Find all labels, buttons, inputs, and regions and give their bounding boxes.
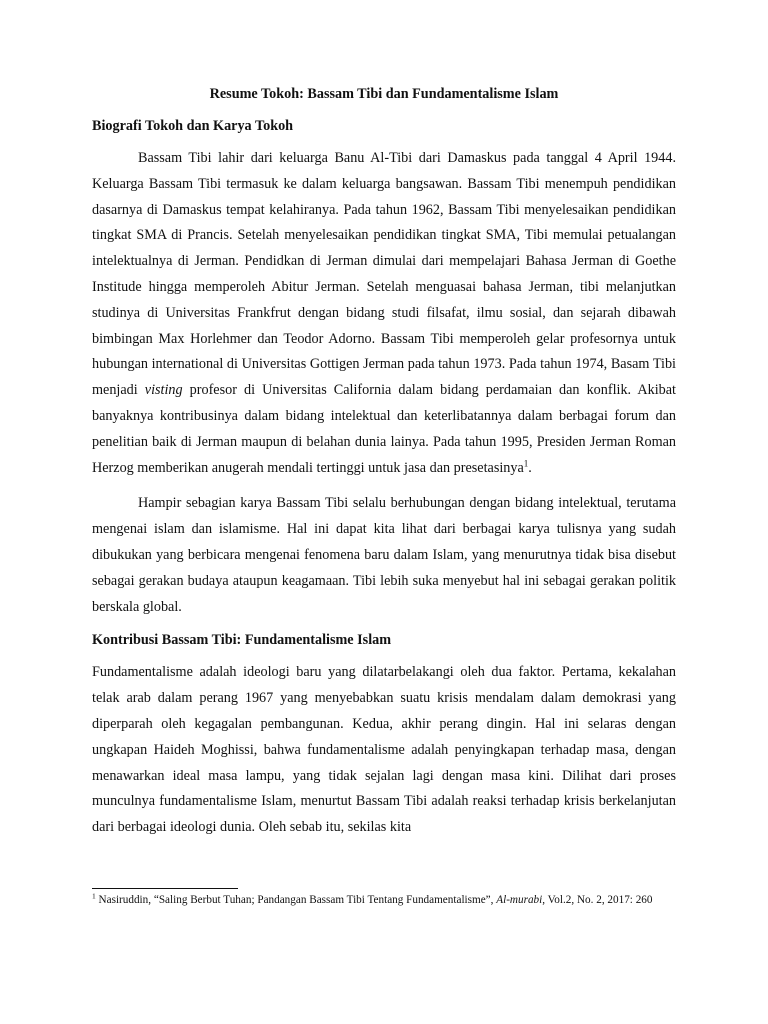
biography-italic-word: visting <box>144 382 183 399</box>
biography-text-part1: Bassam Tibi lahir dari keluarga Banu Al-Tibi dari Damaskus pada tanggal 4 April 1944. Keluarga Bassam Tibi termasuk ke dalam keluarga bangsawan. Bassam Tibi menempuh pendidikan dasarnya di Damaskus tempat kelahiranya. Pada tahun 1962, Bassam Tibi menyelesaikan pendidikan tingkat SMA di Prancis. Setelah menyelesaikan pendidikan tingkat SMA, Tibi memulai petualangan intelektualnya di Jerman. Pendidkan di Jerman dimulai dari mempelajari Bahasa Jerman di Goethe Institude hingga memperoleh Abitur Jerman. Setelah menguasai bahasa Jerman, tibi melanjutkan studinya di Universitas Frankfrut dengan bidang studi filsafat, ilmu sosial, dan sejarah dibawah bimbingan Max Horlehmer dan Teodor Adorno. Bassam Tibi memperoleh gelar profesornya untuk hubungan international di Universitas Gottigen Jerman pada tahun 1973. Pada tahun 1974, Basam Tibi menjadi <box>92 150 676 399</box>
document-page <box>92 84 676 851</box>
footnote-reference[interactable]: 1 <box>523 457 529 468</box>
footnote-journal-title: Al-murabi <box>496 894 543 906</box>
footnote-number: 1 <box>92 891 96 901</box>
biography-paragraph <box>92 146 676 481</box>
footnote <box>92 892 676 908</box>
biography-text-end: . <box>528 459 532 476</box>
fundamentalism-paragraph: Fundamentalisme adalah ideologi baru yang dilatarbelakangi oleh dua faktor. Pertama, kekalahan telak arab dalam perang 1967 yang menyebabkan suatu krisis mendalam dalam demokrasi yang diperparah oleh kegagalan pembangunan. Kedua, akhir perang dingin. Hal ini selaras dengan ungkapan Haideh Moghissi, bahwa fundamentalisme adalah penyingkapan terhadap masa, dengan menawarkan ideal masa lampu, yang tidak sejalan lagi dengan masa kini. Dilihat dari proses munculnya fundamentalisme Islam, menurtut Bassam Tibi adalah reaksi terhadap krisis berkelanjutan dari berbagai ideologi dunia. Oleh sebab itu, sekilas kita <box>92 664 676 836</box>
biography-text-part2: profesor di Universitas California dalam bidang perdamaian dan konflik. Akibat banyaknya kontribusinya dalam bidang intelektual dan keterlibatannya dalam berbagai forum dan penelitian baik di Jerman maupun di belahan dunia lainya. Pada tahun 1995, Presiden Jerman Roman Herzog memberikan anugerah mendali tertinggi untuk jasa dan presetasinya <box>92 382 676 476</box>
footnote-text-part2: , Vol.2, No. 2, 2017: 260 <box>542 894 653 906</box>
works-paragraph: Hampir sebagian karya Bassam Tibi selalu berhubungan dengan bidang intelektual, terutama mengenai islam dan islamisme. Hal ini dapat kita lihat dari berbagai karya tulisnya yang sudah dibukukan yang berbicara mengenai fenomena baru dalam Islam, yang menurutnya tidak bisa disebut sebagai gerakan budaya ataupun keagamaan. Tibi lebih suka menyebut hal ini sebagai gerakan politik berskala global. <box>92 495 676 615</box>
document-title: Resume Tokoh: Bassam Tibi dan Fundamentalisme Islam <box>209 86 559 102</box>
footnote-text-part1: Nasiruddin, “Saling Berbut Tuhan; Pandangan Bassam Tibi Tentang Fundamentalisme”, <box>95 894 497 906</box>
section-heading-biografi: Biografi Tokoh dan Karya Tokoh <box>92 118 294 134</box>
footnote-separator <box>92 888 238 889</box>
section-heading-kontribusi: Kontribusi Bassam Tibi: Fundamentalisme Islam <box>92 632 392 649</box>
